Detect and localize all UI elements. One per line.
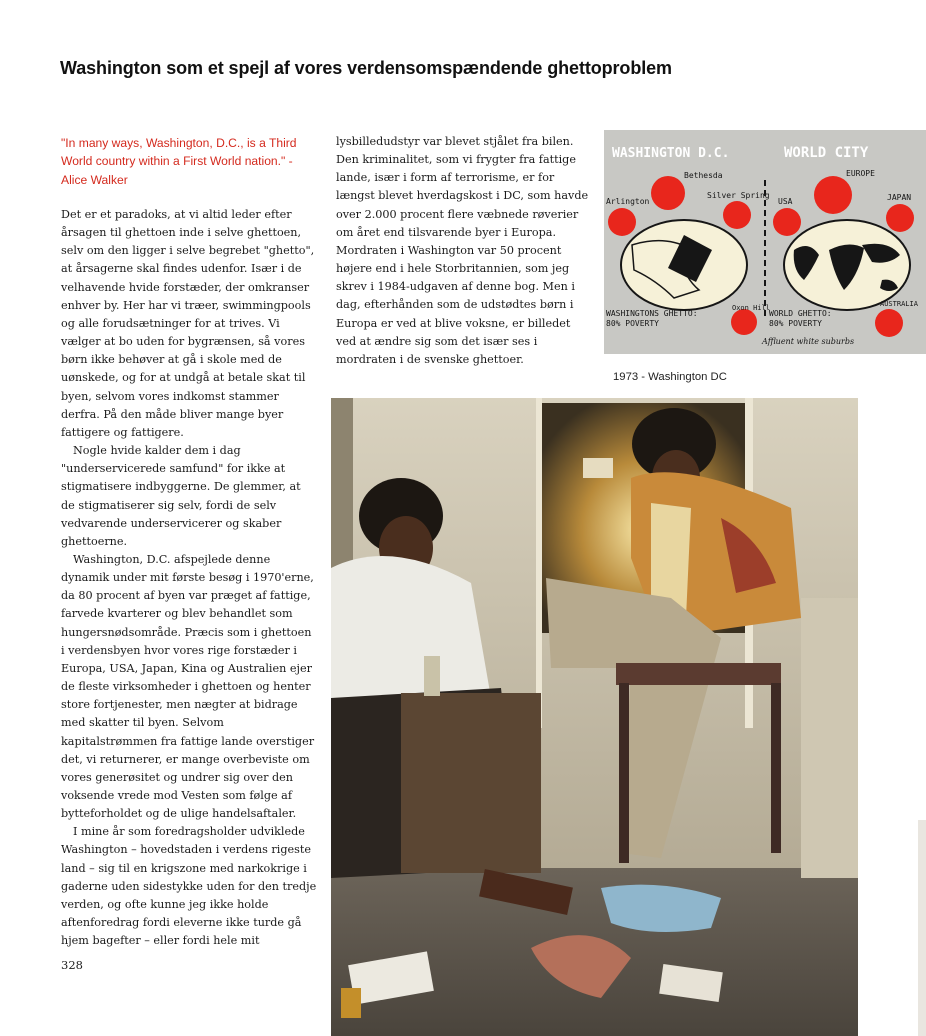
- label-silver-spring: Silver Spring: [707, 191, 770, 200]
- right-caption-line-1: WORLD GHETTO:: [769, 309, 832, 318]
- page-heading: Washington som et spejl af vores verdensomspændende ghettoproblem: [60, 58, 672, 78]
- paragraph-4: I mine år som foredragsholder udviklede Washington – hovedstaden i verdens rigeste land – sig til en krigszone med narkokrige i gaderne uden sidestykke uden for den tredje verden, og ofte kunne jeg ikke holde aftenforedrag fordi eleverne ikke turde gå hjem bagefter – eller fordi hele mit: [61, 825, 317, 948]
- washington-world-city-poster: [604, 130, 926, 354]
- photo-glass: [424, 656, 440, 696]
- left-caption-line-2: 80% POVERTY: [606, 319, 659, 328]
- photo-table: [401, 693, 541, 873]
- label-bethesda: Bethesda: [684, 171, 723, 180]
- poster-bottom-note: Affluent white suburbs: [762, 337, 855, 346]
- label-arlington: Arlington: [606, 197, 650, 206]
- right-caption-line-2: 80% POVERTY: [769, 319, 822, 328]
- poster-right-title: WORLD CITY: [784, 145, 869, 161]
- poster-left-title: WASHINGTON D.C.: [612, 146, 730, 161]
- bethesda-circle: [651, 176, 685, 210]
- paragraph-3: Washington, D.C. afspejlede denne dynamik under mit første besøg i 1970'erne, da 80 procent af byen var præget af fattige, farvede kvarterer og blev behandlet som hungersnødsområde. Præcis som i ghettoen i verdensbyen hvor vores rige forstæder i Europa, USA, Japan, Kina og Australien ejer de fleste virksomheder i ghettoen og henter store fortjenester, men nægter at bidrage med skatter til byen. Selvom kapitalstrømmen fra fattige lande overstiger det, vi returnerer, er mange overbeviste om vores generøsitet og undrer sig over den voksende vrede mod Vesten som følge af bytteforholdet og de ulige handelsaftaler.: [61, 552, 315, 821]
- label-europe: EUROPE: [846, 169, 875, 178]
- photo-chair-seat: [616, 663, 781, 685]
- arlington-circle: [608, 208, 636, 236]
- photo-capitol-dome: [583, 458, 613, 478]
- page-edge-strip: [918, 820, 926, 1036]
- photo-two-men-room: [331, 398, 858, 1036]
- usa-circle: [773, 208, 801, 236]
- europe-circle: [814, 176, 852, 214]
- body-column-right: [336, 133, 594, 369]
- paragraph-1: Det er et paradoks, at vi altid leder efter årsagen til ghettoen inde i selve ghettoen, selv om den ligger i selve begrebet "ghetto", at årsagerne skal findes udenfor. Især i de velhavende hvide forstæder, der omkranser enhver by. Her har vi træer, swimmingpools og alle forudsætninger for at trives. Vi vælger at bo uden for bygrænsen, så vores børn ikke behøver at gå i skole med de uønskede, og for at undgå at betale skat til byen, selvom vores indkomst stammer derfra. På den måde bliver mange byer fattigere og fattigere.: [61, 208, 315, 439]
- photo-caption: 1973 - Washington DC: [613, 371, 727, 383]
- oxon-hill-circle: [731, 309, 757, 335]
- page-number: 328: [61, 958, 83, 972]
- left-caption-line-1: WASHINGTONS GHETTO:: [606, 309, 698, 318]
- australia-circle: [875, 309, 903, 337]
- pull-quote: "In many ways, Washington, D.C., is a Third World country within a First World nation." - Alice Walker: [61, 136, 297, 187]
- label-oxon-hill: Oxon Hill: [732, 304, 770, 312]
- label-usa: USA: [778, 197, 793, 206]
- body-column-left: [61, 206, 317, 950]
- label-japan: JAPAN: [887, 193, 912, 202]
- label-australia: AUSTRALIA: [880, 300, 918, 308]
- japan-circle: [886, 204, 914, 232]
- silver-spring-circle: [723, 201, 751, 229]
- paragraph-2: Nogle hvide kalder dem i dag "underservicerede samfund" for ikke at stigmatisere indbyggerne. De glemmer, at de stigmatiserer sig selv, fordi de selv vedvarende underservicerer og skaber ghettoerne.: [61, 444, 301, 548]
- paragraph-continued: lysbilledudstyr var blevet stjålet fra bilen. Den kriminalitet, som vi frygter fra fattige lande, især i form af terrorisme, er for længst blevet hverdagskost i DC, som havde over 2.000 procent flere væbnede røverier om året end tilsvarende byer i Europa. Mordraten i Washington var 50 procent højere end i hele Storbritannien, som jeg skrev i 1984-udgaven af denne bog. Men i dag, efterhånden som de udstødtes børn i Europa er ved at blive voksne, er billedet ved at ændre sig som det især ses i mordraten i de svenske ghettoer.: [336, 135, 589, 366]
